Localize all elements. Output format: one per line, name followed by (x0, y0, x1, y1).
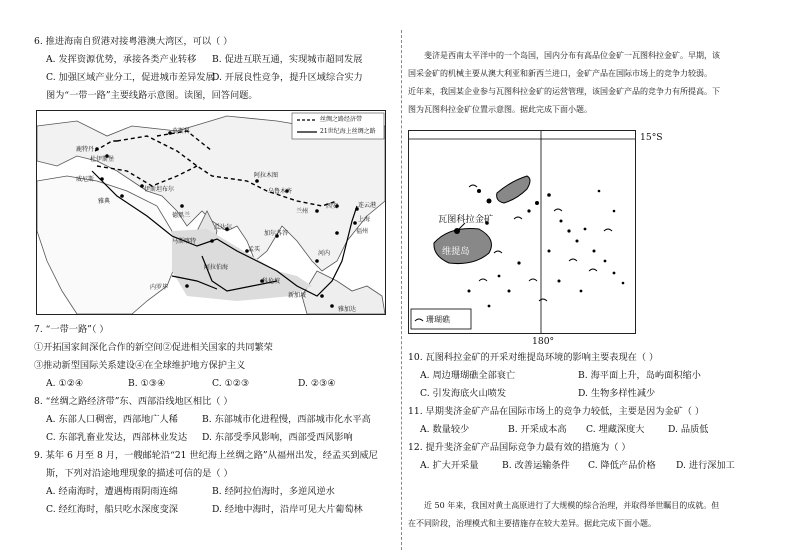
q9-option-d[interactable]: D. 经地中海时，沿岸可见大片葡萄林 (212, 504, 363, 515)
map-place-urumqi: 乌鲁木齐 (268, 188, 293, 195)
q6-stem: 6. 推进海南自贸港对接粤港澳大湾区，可以（ ） (34, 36, 233, 47)
q7-stem: 7. “一带一路”（ ） (34, 324, 109, 335)
map-place-rotterdam: 鹿特丹 (76, 146, 95, 153)
q6-option-a[interactable]: A. 发挥资源优势，承接各类产业转移 (46, 54, 197, 65)
q6-option-d[interactable]: D. 开展良性竞争，提升区域综合实力 (212, 72, 363, 83)
q12-option-b[interactable]: B. 改善运输条件 (502, 460, 570, 471)
q8-stem: 8. “丝绸之路经济带”东、西部沿线地区相比（ ） (34, 396, 233, 407)
map-place-colombo: 科伦坡 (262, 278, 281, 285)
fiji-island-label: 维提岛 (442, 246, 470, 257)
map-place-hanoi: 河内 (318, 250, 331, 257)
q8-option-b[interactable]: B. 东部城市化进程慢，西部城市化水平高 (202, 414, 371, 425)
map-place-nairobi: 内罗毕 (150, 284, 169, 291)
q7-statement-1: ①开拓国家间深化合作的新空间②促进相关国家的共同繁荣 (34, 342, 273, 353)
q6-option-b[interactable]: B. 促进互联互通，实现城市超同发展 (212, 54, 363, 65)
q7-option-b[interactable]: B. ①③④ (128, 378, 166, 389)
fiji-intro-line3: 近年来，我国某企业参与瓦图科拉金矿的运营管理，该国金矿产品的竞争力有所提高。下 (408, 87, 720, 96)
q12-option-a[interactable]: A. 扩大开采量 (420, 460, 479, 471)
fiji-map-lon-label: 180° (532, 336, 555, 347)
q11-option-c[interactable]: C. 埋藏深度大 (586, 424, 645, 435)
map-place-almaty: 阿拉木图 (254, 172, 279, 179)
map-place-venice: 威尼斯 (76, 176, 95, 183)
q10-option-a[interactable]: A. 周边珊瑚礁全部衰亡 (420, 370, 516, 381)
fiji-map-lat-label: 15°S (640, 132, 663, 143)
fiji-mine-label: 瓦图科拉金矿 (438, 214, 494, 225)
q9-option-b[interactable]: B. 经阿拉伯海时，多逆风逆水 (212, 486, 335, 497)
map-place-gwadar: 瓜达尔 (214, 224, 233, 231)
fiji-intro-line2: 国采金矿的机械主要从澳大利亚和新西兰进口，金矿产品在国际市场上的竞争力较弱。 (408, 69, 712, 78)
q6-option-c[interactable]: C. 加强区域产业分工，促进城市差异发展 (46, 72, 215, 83)
map-place-fuzhou: 福州 (356, 228, 369, 235)
map-place-arabian-sea: 阿拉伯海 (204, 264, 229, 271)
q12-stem: 12. 提升斐济金矿产品国际竞争力最有效的措施为（ ） (408, 442, 631, 453)
map-place-istanbul: 伊斯坦布尔 (144, 186, 175, 193)
fiji-map (408, 130, 636, 334)
map-place-athens: 雅典 (98, 198, 111, 205)
map-place-mumbai: 孟买 (248, 246, 261, 253)
map-place-lanzhou: 兰州 (296, 208, 309, 215)
q10-stem: 10. 瓦图科拉金矿的开采对维提岛环境的影响主要表现在（ ） (408, 352, 659, 363)
fiji-legend-reef: 珊瑚礁 (426, 315, 450, 324)
q8-option-c[interactable]: C. 东部乳畜业发达，西部林业发达 (46, 432, 188, 443)
q9-option-a[interactable]: A. 经南海时，遭遇梅雨阴雨连绵 (46, 486, 178, 497)
map-place-duisburg: 杜伊斯堡 (90, 156, 115, 163)
legend-road-label: 21世纪海上丝绸之路 (320, 128, 376, 135)
loess-intro-line2: 在不同阶段，治理模式和主要措施存在较大差异。据此完成下面小题。 (408, 519, 656, 528)
q11-option-d[interactable]: D. 品质低 (668, 424, 709, 435)
q7-option-a[interactable]: A. ①②④ (46, 378, 84, 389)
q9-stem-line2: 斯，下列对沿途地理现象的描述可信的是（ ） (46, 468, 233, 479)
map-place-lianyungang: 连云港 (358, 202, 377, 209)
q9-stem-line1: 9. 某年 6 月至 8 月，一艘邮轮沿“21 世纪海上丝绸之路”从福州出发，经孟买到威尼 (34, 450, 378, 461)
map-place-tehran: 德黑兰 (172, 212, 191, 219)
map-intro: 图为“一带一路”主要线路示意图。读图，回答问题。 (46, 90, 258, 101)
map-place-shanghai: 上海 (358, 216, 371, 223)
fiji-map-svg (409, 131, 635, 333)
q7-statement-2: ③推动新型国际关系建设④在全球维护地方保护主义 (34, 360, 246, 371)
q7-option-c[interactable]: C. ①②③ (212, 378, 250, 389)
fiji-intro-line1: 斐济是西南太平洋中的一个岛国，国内分布有高品位金矿一瓦图科拉金矿。早期，该 (424, 51, 720, 60)
q11-stem: 11. 早期斐济金矿产品在国际市场上的竞争力较低，主要是因为金矿（ ） (408, 406, 705, 417)
q9-option-c[interactable]: C. 经红海时，船只吃水深度变深 (46, 504, 178, 515)
map-place-kolkata: 加尔各答 (264, 230, 289, 237)
map-place-xian: 西安 (326, 203, 339, 210)
map-place-muscat: 马斯喀特 (172, 238, 197, 245)
map-place-singapore: 新加坡 (288, 292, 307, 299)
q8-option-a[interactable]: A. 东部人口稠密，西部地广人稀 (46, 414, 178, 425)
map-place-moscow: 莫斯科 (172, 128, 191, 135)
fiji-intro-line4: 图为瓦图科拉金矿位置示意图。据此完成下面小题。 (408, 105, 592, 114)
map-place-jakarta: 雅加达 (338, 306, 357, 313)
q10-option-b[interactable]: B. 海平面上升，岛屿面积缩小 (578, 370, 701, 381)
q12-option-d[interactable]: D. 进行深加工 (676, 460, 735, 471)
q11-option-a[interactable]: A. 数量较少 (420, 424, 470, 435)
column-divider (401, 30, 402, 550)
legend-belt-label: 丝绸之路经济带 (320, 116, 363, 123)
loess-intro-line1: 近 50 年来，我国对黄土高原进行了大规模的综合治理，并取得举世瞩目的成就。但 (424, 501, 720, 510)
q12-option-c[interactable]: C. 降低产品价格 (588, 460, 656, 471)
q7-option-d[interactable]: D. ②③④ (298, 378, 336, 389)
q10-option-d[interactable]: D. 生物多样性减少 (578, 388, 656, 399)
q10-option-c[interactable]: C. 引发海底火山喷发 (420, 388, 507, 399)
q11-option-b[interactable]: B. 开采成本高 (508, 424, 567, 435)
q8-option-d[interactable]: D. 东部受季风影响，西部受西风影响 (202, 432, 353, 443)
